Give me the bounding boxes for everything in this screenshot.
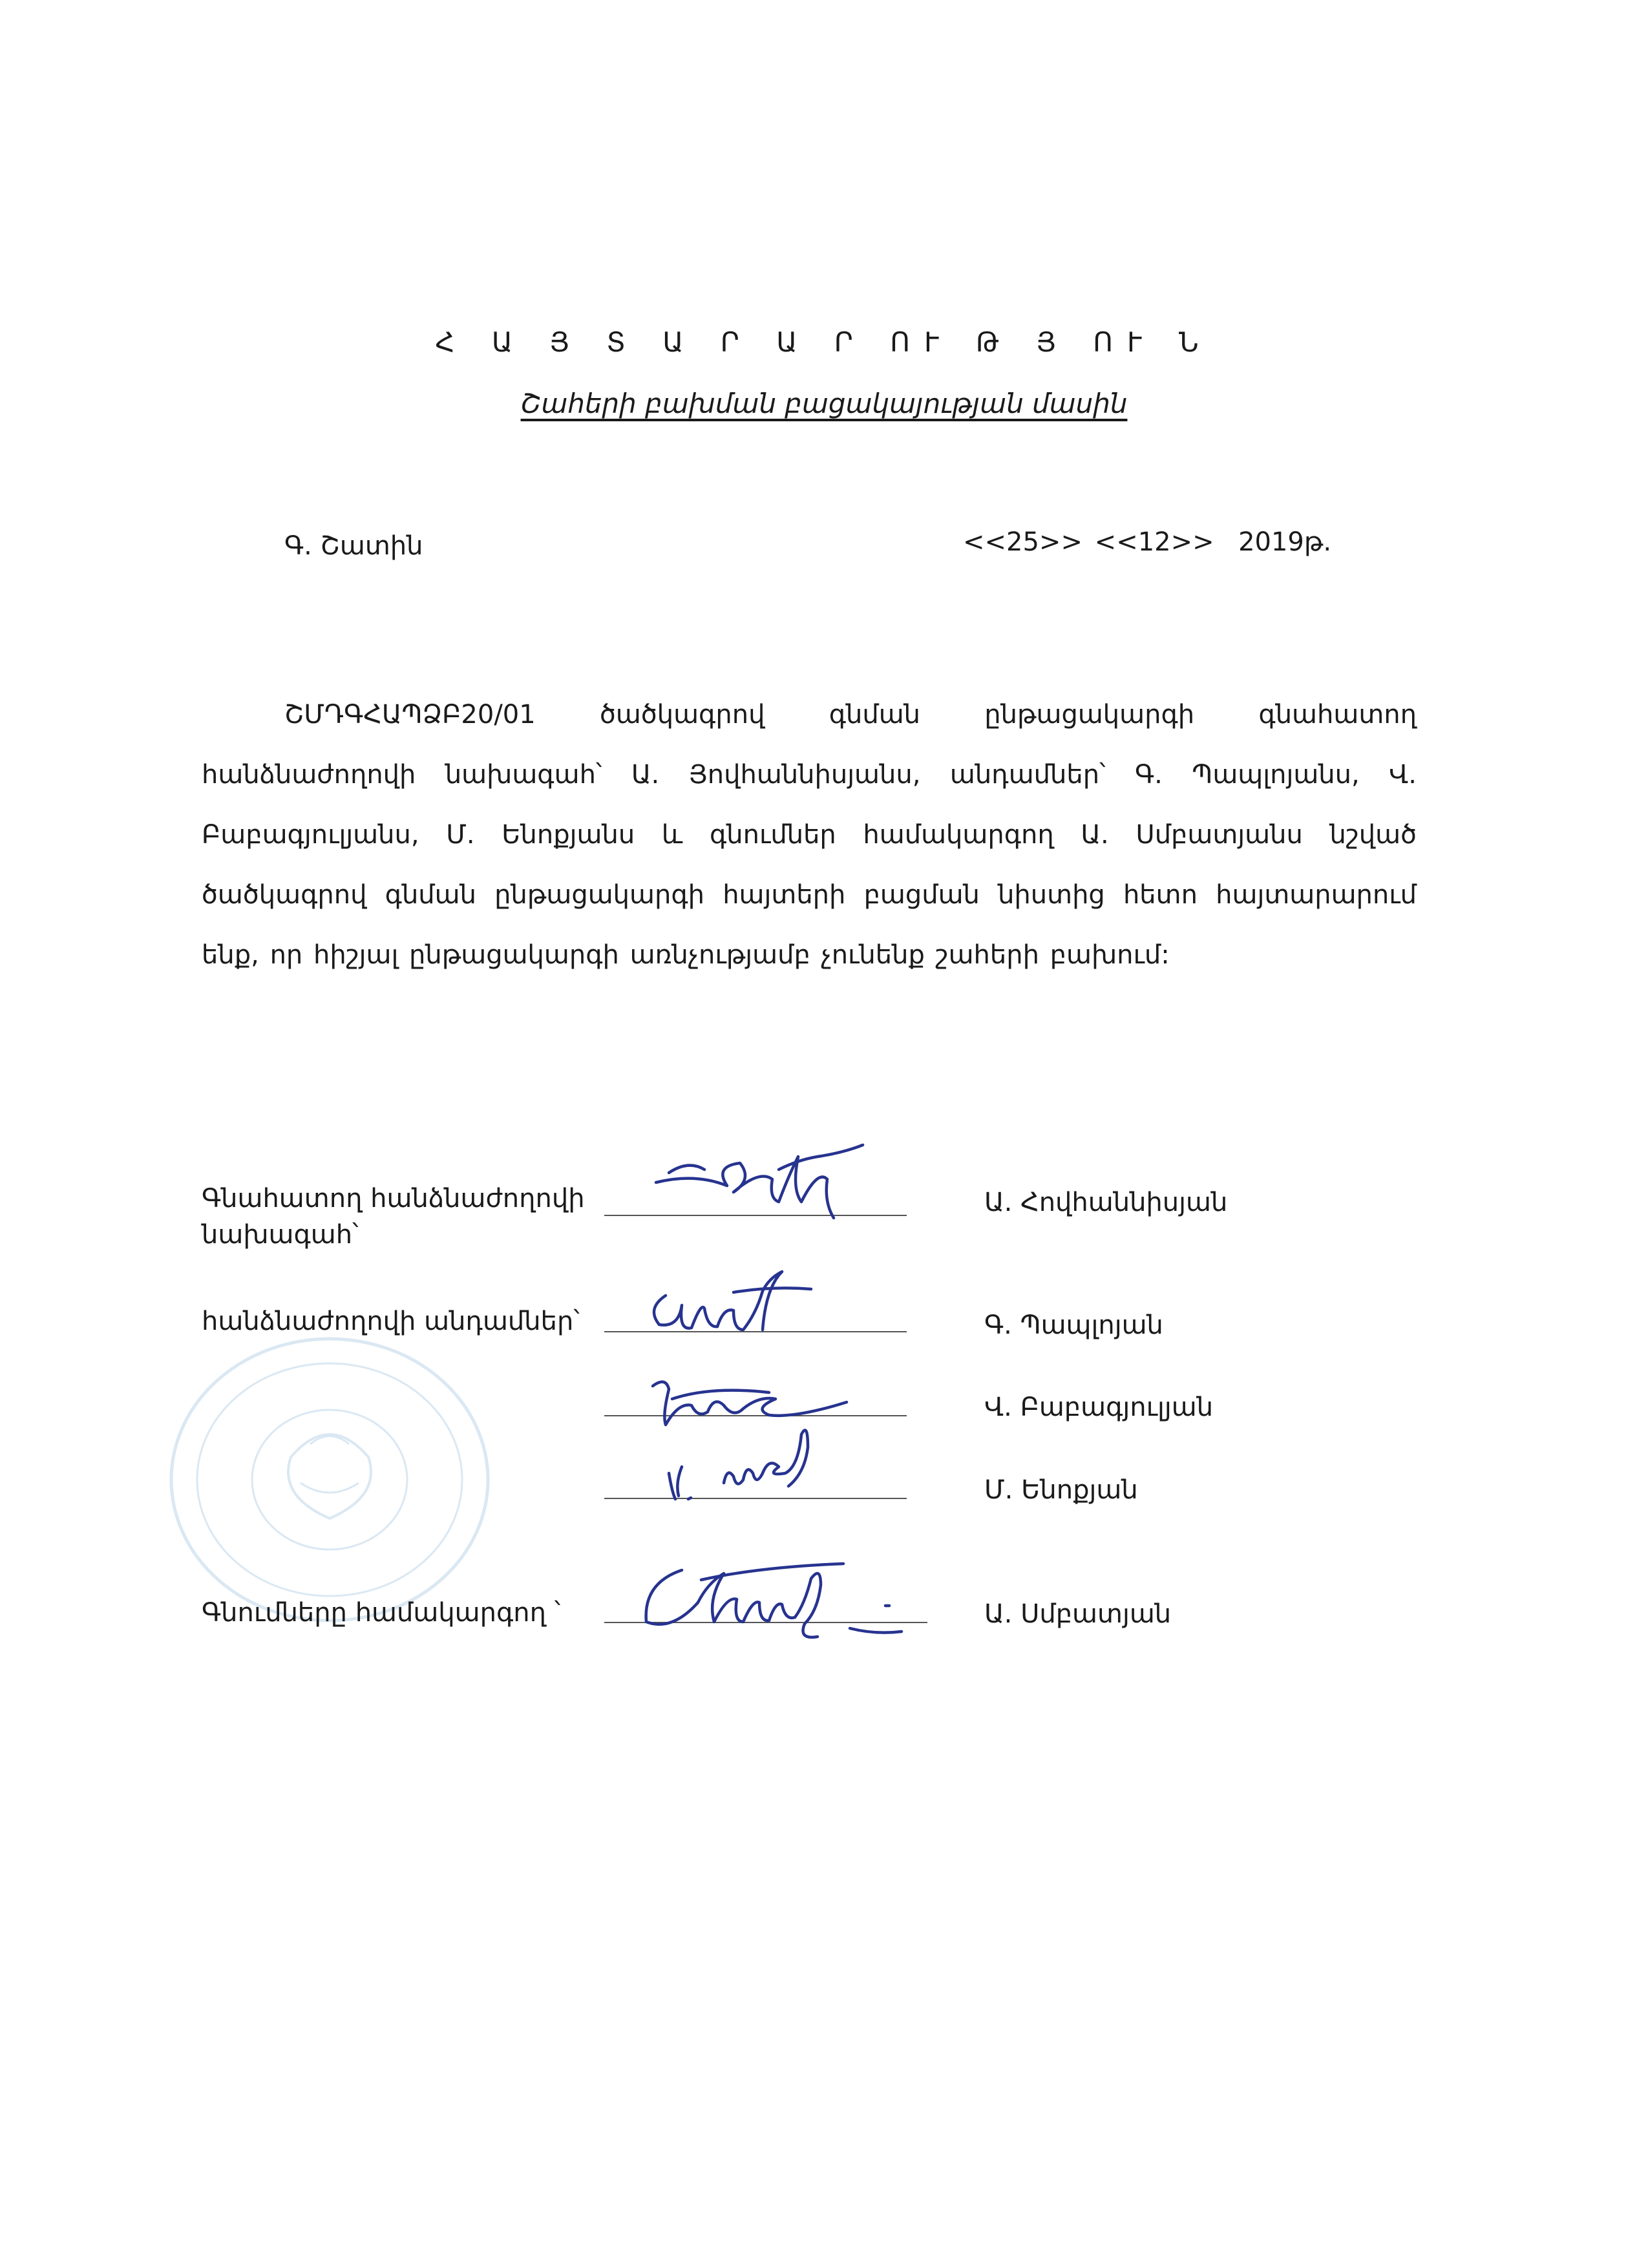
signature-row-2-label: հանձնաժողովի անդամներ՝ [202,1307,580,1336]
signature-3-image [633,1367,866,1431]
signature-row-2-name: Գ. Պապլոյան [984,1310,1163,1340]
place-text: Գ. Շատին [284,531,423,561]
signature-row-4-name: Մ. Ենոքյան [984,1475,1138,1505]
signature-4-image [653,1438,866,1509]
date-text: <<25>> <<12>> 2019թ. [963,527,1332,557]
official-stamp [162,1328,498,1632]
document-subtitle: Շահերի բախման բացակայության մասին [520,388,1128,419]
declaration-body: ՇՄԴԳՀԱՊՁԲ20/01 ծածկագրով գնման ընթացակարգի գնահատող հանձնաժողովի նախագահ՝ Ա. Յովհաննիսյանս, անդամներ՝ Գ. Պապլոյանս, Վ. Բաբագյուլյանս, Մ. Ենոքյանս և գնումներ համակարգող Ա. Սմբատյանս նշված ծածկագրով գնման ընթացակարգի հայտերի բացման նիստից հետո հայտարարում ենք, որ հիշյալ ընթացակարգի առնչությամբ չունենք շահերի բախում: [202,700,1417,970]
signature-5-image [637,1551,934,1654]
signature-row-1-name: Ա. Հովհաննիսյան [984,1188,1228,1217]
signature-row-1-label: Գնահատող հանձնաժողովի նախագահ՝ [202,1184,585,1250]
signature-row-3-name: Վ. Բաբագյուլյան [984,1392,1214,1422]
signature-1-image [630,1144,902,1228]
signature-row-5-label: Գնումները համակարգող ՝ [202,1598,561,1628]
signature-row-5-name: Ա. Սմբատյան [984,1599,1172,1629]
document-title: Հ Ա Յ Տ Ա Ր Ա Ր ՈՒ Թ Յ ՈՒ Ն [435,326,1213,358]
signature-2-image [637,1263,869,1341]
